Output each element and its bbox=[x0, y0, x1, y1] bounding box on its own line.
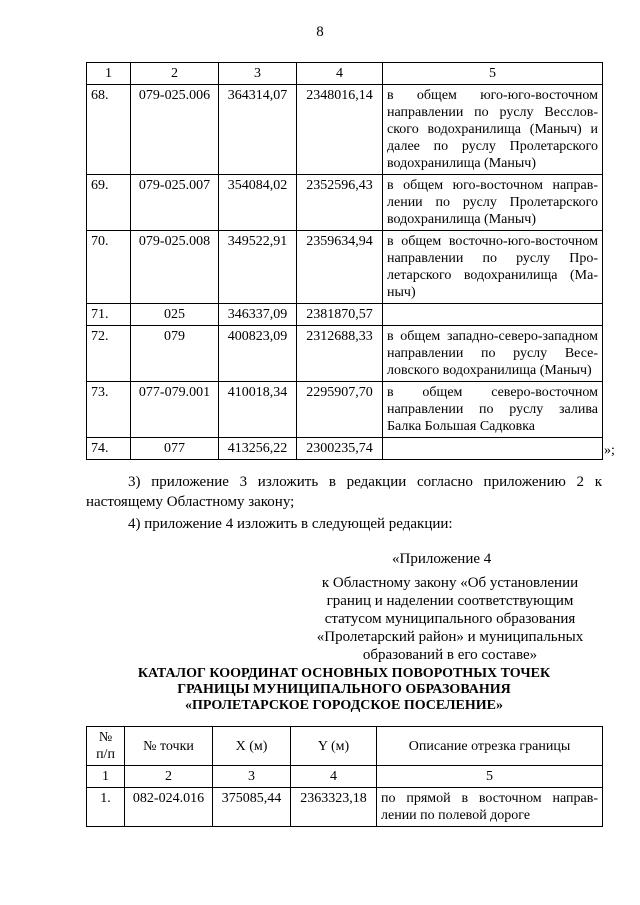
segment-description: в общем западно-северо-западном направлении по руслу Веселовского водохранилища (Маныч) bbox=[383, 326, 603, 382]
segment-description: в общем северо-восточном направлении по руслу залива Балка Большая Садковка bbox=[383, 382, 603, 438]
col-number: 4 bbox=[297, 63, 383, 85]
catalog-title bbox=[86, 666, 602, 714]
x-coord: 346337,09 bbox=[219, 304, 297, 326]
y-coord: 2359634,94 bbox=[297, 231, 383, 304]
row-index: 69. bbox=[87, 175, 131, 231]
y-coord: 2295907,70 bbox=[297, 382, 383, 438]
x-coord: 349522,91 bbox=[219, 231, 297, 304]
x-coord: 364314,07 bbox=[219, 85, 297, 175]
x-coord: 375085,44 bbox=[213, 788, 291, 827]
x-coord: 413256,22 bbox=[219, 438, 297, 460]
segment-description: в общем юго-восточном направлении по руслу Пролетарского водохранилища (Маныч) bbox=[383, 175, 603, 231]
paragraph-item-4: 4) приложение 4 изложить в следующей редакции: bbox=[128, 516, 453, 532]
x-coord: 410018,34 bbox=[219, 382, 297, 438]
table-header-row bbox=[87, 727, 603, 766]
table-row bbox=[87, 788, 603, 827]
y-coord: 2363323,18 bbox=[291, 788, 377, 827]
segment-description bbox=[383, 304, 603, 326]
col-number: 4 bbox=[291, 766, 377, 788]
col-number: 2 bbox=[125, 766, 213, 788]
col-number: 3 bbox=[219, 63, 297, 85]
point-number: 079-025.008 bbox=[131, 231, 219, 304]
row-index: 1. bbox=[87, 788, 125, 827]
col-number: 5 bbox=[383, 63, 603, 85]
col-number: 1 bbox=[87, 63, 131, 85]
segment-description bbox=[383, 438, 603, 460]
y-coord: 2300235,74 bbox=[297, 438, 383, 460]
appendix-heading: «Приложение 4 bbox=[392, 551, 492, 567]
row-index: 68. bbox=[87, 85, 131, 175]
catalog-title-line: КАТАЛОГ КООРДИНАТ ОСНОВНЫХ ПОВОРОТНЫХ ТОЧЕК bbox=[137, 666, 551, 681]
col-number: 5 bbox=[377, 766, 603, 788]
header-num-line: № bbox=[98, 730, 113, 745]
coordinates-catalog-table bbox=[86, 726, 603, 827]
segment-description: в общем восточно-юго-восточном направлении по руслу Пролетарского водохранилища (Маныч) bbox=[383, 231, 603, 304]
table-header-row bbox=[87, 63, 603, 85]
row-index: 73. bbox=[87, 382, 131, 438]
table-row bbox=[87, 175, 603, 231]
y-coord: 2348016,14 bbox=[297, 85, 383, 175]
header-x: X (м) bbox=[213, 727, 291, 766]
point-number: 079 bbox=[131, 326, 219, 382]
appendix-reference: к Областному закону «Об установлении границ и наделении соответствующим статусом муниципального образования «Пролетарский район» и муниципальных образований в его составе» bbox=[316, 575, 584, 663]
page-number: 8 bbox=[316, 24, 324, 40]
row-index: 72. bbox=[87, 326, 131, 382]
x-coord: 400823,09 bbox=[219, 326, 297, 382]
segment-description: в общем юго-юго-восточном направлении по руслу Вессловского водохранилища (Маныч) и далее по руслу Пролетарского водохранилища (Маныч) bbox=[383, 85, 603, 175]
segment-description: по прямой в восточном направлении по полевой дороге bbox=[377, 788, 603, 827]
point-number: 025 bbox=[131, 304, 219, 326]
point-number: 079-025.007 bbox=[131, 175, 219, 231]
point-number: 077-079.001 bbox=[131, 382, 219, 438]
table-row bbox=[87, 304, 603, 326]
table-row bbox=[87, 85, 603, 175]
header-point-number: № точки bbox=[125, 727, 213, 766]
table-row bbox=[87, 231, 603, 304]
row-index: 74. bbox=[87, 438, 131, 460]
header-row-number bbox=[87, 727, 125, 766]
x-coord: 354084,02 bbox=[219, 175, 297, 231]
col-number: 1 bbox=[87, 766, 125, 788]
table-row bbox=[87, 438, 603, 460]
table-row bbox=[87, 326, 603, 382]
table-row bbox=[87, 382, 603, 438]
catalog-title-line: ГРАНИЦЫ МУНИЦИПАЛЬНОГО ОБРАЗОВАНИЯ bbox=[177, 682, 511, 697]
point-number: 077 bbox=[131, 438, 219, 460]
row-index: 71. bbox=[87, 304, 131, 326]
col-number: 3 bbox=[213, 766, 291, 788]
coordinates-table-continued bbox=[86, 62, 603, 460]
header-y: Y (м) bbox=[291, 727, 377, 766]
y-coord: 2312688,33 bbox=[297, 326, 383, 382]
row-index: 70. bbox=[87, 231, 131, 304]
col-number: 2 bbox=[131, 63, 219, 85]
header-description: Описание отрезка границы bbox=[377, 727, 603, 766]
closing-quote: »; bbox=[604, 443, 615, 458]
table-colnum-row bbox=[87, 766, 603, 788]
point-number: 079-025.006 bbox=[131, 85, 219, 175]
header-num-line: п/п bbox=[96, 747, 115, 762]
y-coord: 2381870,57 bbox=[297, 304, 383, 326]
point-number: 082-024.016 bbox=[125, 788, 213, 827]
paragraph-item-3: 3) приложение 3 изложить в редакции согласно приложению 2 к настоящему Областному закону; bbox=[86, 474, 602, 510]
y-coord: 2352596,43 bbox=[297, 175, 383, 231]
catalog-title-line: «ПРОЛЕТАРСКОЕ ГОРОДСКОЕ ПОСЕЛЕНИЕ» bbox=[185, 698, 503, 713]
